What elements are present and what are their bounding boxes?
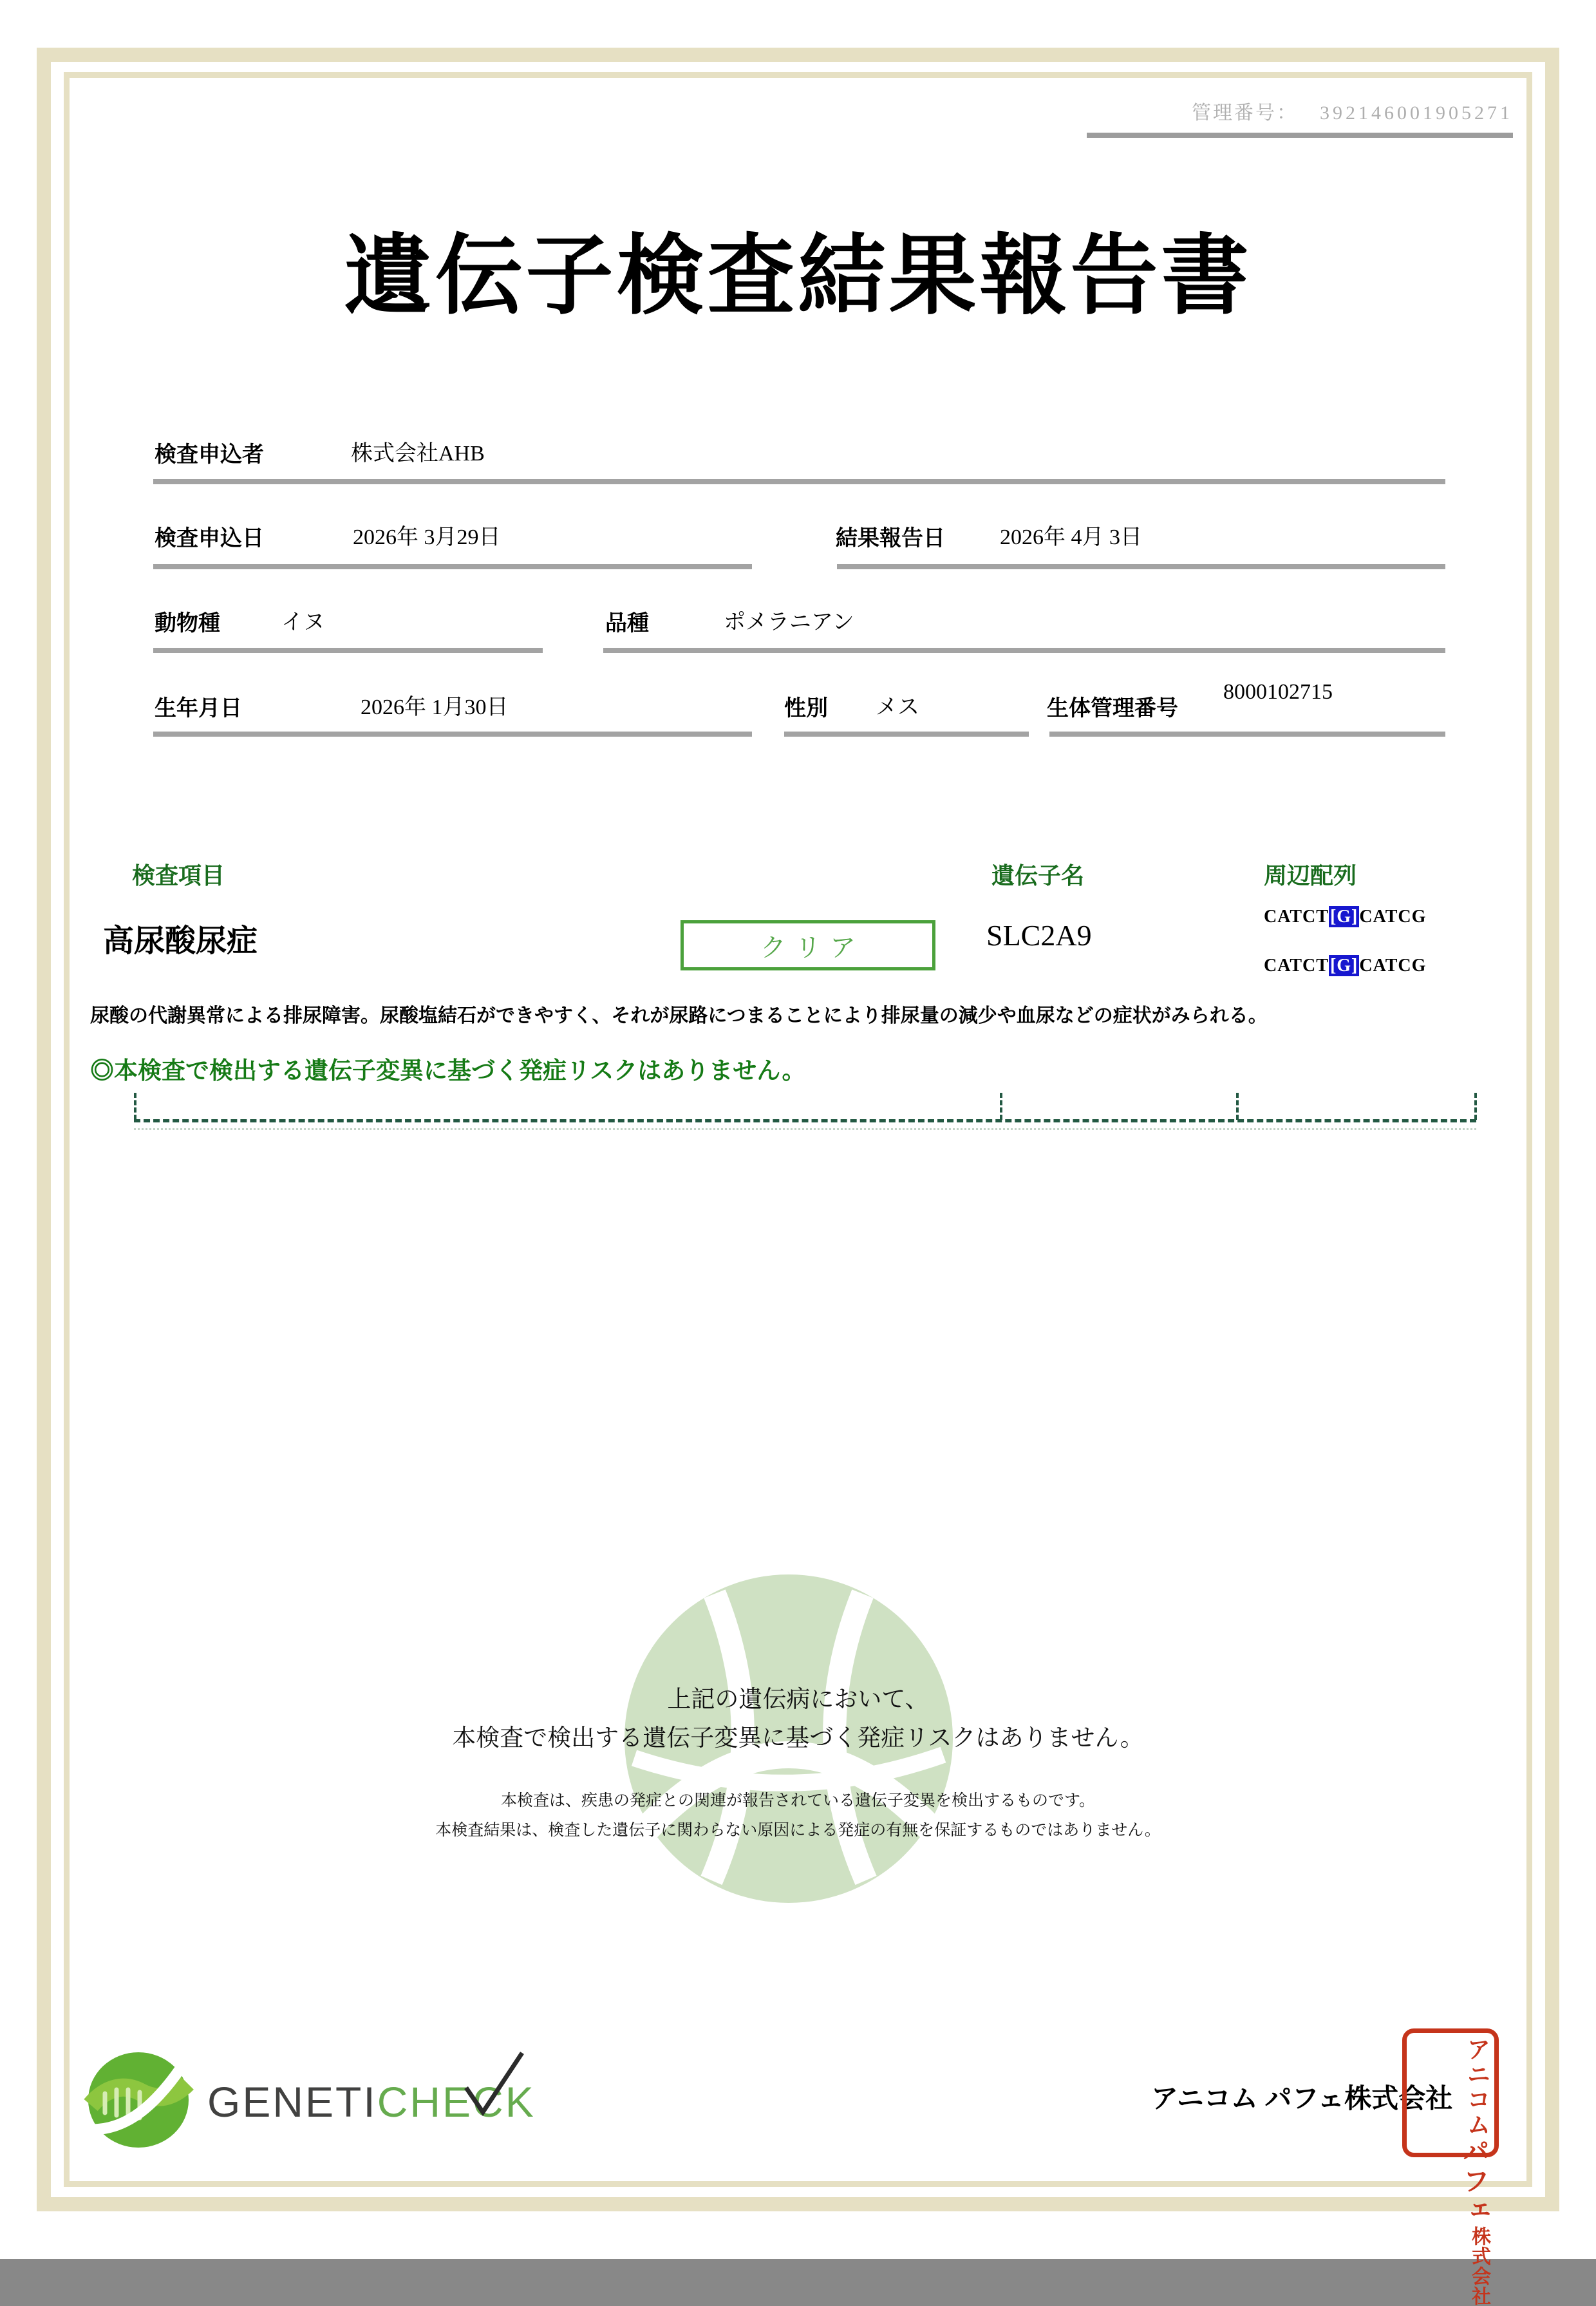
disclaimer-line-1: 本検査は、疾患の発症との関連が報告されている遺伝子変異を検出するものです。 — [500, 1791, 1095, 1810]
summary-line-1: 上記の遺伝病において、 — [667, 1686, 929, 1712]
sequence-row-2 — [1264, 956, 1426, 976]
dashed-row-divider-mid2 — [1236, 1093, 1239, 1120]
status-badge — [681, 920, 935, 970]
sequence-header: 周辺配列 — [1264, 863, 1357, 889]
applicant-label: 検査申込者 — [155, 443, 264, 467]
sequence-prefix: CATCT — [1264, 907, 1329, 927]
row2-underline-left — [153, 564, 752, 569]
sex-label: 性別 — [784, 697, 828, 721]
row4-underline-right — [1049, 732, 1445, 737]
row1-underline — [153, 479, 1445, 484]
report-date-label: 結果報告日 — [836, 527, 945, 551]
control-number-label: 管理番号： — [1192, 102, 1298, 124]
animal-id-label: 生体管理番号 — [1047, 697, 1178, 721]
logo-text-check: CHECK — [377, 2078, 536, 2126]
geneticheck-logo-icon — [87, 2051, 191, 2152]
breed-label: 品種 — [605, 612, 649, 636]
birth-value: 2026年 1月30日 — [361, 695, 509, 719]
row3-underline-right — [603, 648, 1445, 653]
row2-underline-right — [837, 564, 1445, 569]
stamp-column-anicom: アニコム — [1463, 2037, 1489, 2137]
logo-checkmark-icon — [461, 2048, 525, 2122]
sequence-row-1 — [1264, 907, 1426, 927]
sequence-variant-highlight: [G] — [1329, 956, 1358, 976]
row4-underline-middle — [784, 732, 1029, 737]
apply-date-value: 2026年 3月29日 — [353, 525, 501, 549]
species-label: 動物種 — [155, 612, 220, 636]
disclaimer-line-2: 本検査結果は、検査した遺伝子に関わらない原因による発症の有無を保証するものではありません。 — [435, 1821, 1161, 1839]
report-date-value: 2026年 4月 3日 — [1000, 525, 1142, 549]
risk-note: ◎本検査で検出する遺伝子変異に基づく発症リスクはありません。 — [90, 1058, 806, 1084]
status-badge-label: クリア — [760, 932, 865, 962]
sequence-suffix: CATCG — [1359, 956, 1427, 976]
animal-id-value: 8000102715 — [1223, 680, 1333, 704]
logo-text-geneti: GENETI — [207, 2078, 377, 2126]
company-name: アニコム パフェ株式会社 — [1151, 2084, 1453, 2114]
sequence-suffix: CATCG — [1359, 907, 1427, 927]
control-number-line — [1087, 97, 1513, 125]
dashed-row-divider-right — [1474, 1093, 1477, 1120]
dashed-row-bottom-line — [134, 1119, 1476, 1122]
apply-date-label: 検査申込日 — [155, 527, 264, 551]
dashed-row-divider-left — [134, 1093, 136, 1120]
birth-label: 生年月日 — [155, 697, 242, 721]
dashed-row-bottom-line-faint — [134, 1128, 1476, 1130]
stamp-column-kabushiki: 株式会社 — [1469, 2226, 1490, 2306]
disease-name: 高尿酸尿症 — [103, 924, 258, 958]
row3-underline-left — [153, 648, 543, 653]
species-value: イヌ — [281, 610, 325, 634]
row4-underline-left — [153, 732, 752, 737]
gene-name-header: 遺伝子名 — [991, 863, 1085, 889]
breed-value: ポメラニアン — [724, 610, 854, 634]
test-item-header: 検査項目 — [132, 863, 225, 889]
stamp-column-pafe: パフェ — [1459, 2137, 1488, 2226]
control-number-value: 392146001905271 — [1320, 102, 1513, 124]
dashed-row-divider-mid1 — [1000, 1093, 1002, 1120]
disease-description: 尿酸の代謝異常による排尿障害。尿酸塩結石ができやすく、それが尿路につまることにより排尿量の減少や血尿などの症状がみられる。 — [90, 1005, 1268, 1026]
control-number-underline — [1087, 133, 1513, 138]
gene-name-value: SLC2A9 — [986, 919, 1092, 952]
sequence-variant-highlight: [G] — [1329, 907, 1358, 927]
sex-value: メス — [876, 695, 919, 719]
summary-line-2: 本検査で検出する遺伝子変異に基づく発症リスクはありません。 — [452, 1725, 1144, 1751]
sequence-prefix: CATCT — [1264, 956, 1329, 976]
applicant-value: 株式会社AHB — [351, 442, 485, 466]
page-title: 遺伝子検査結果報告書 — [344, 229, 1252, 325]
company-seal-stamp — [1402, 2028, 1499, 2306]
